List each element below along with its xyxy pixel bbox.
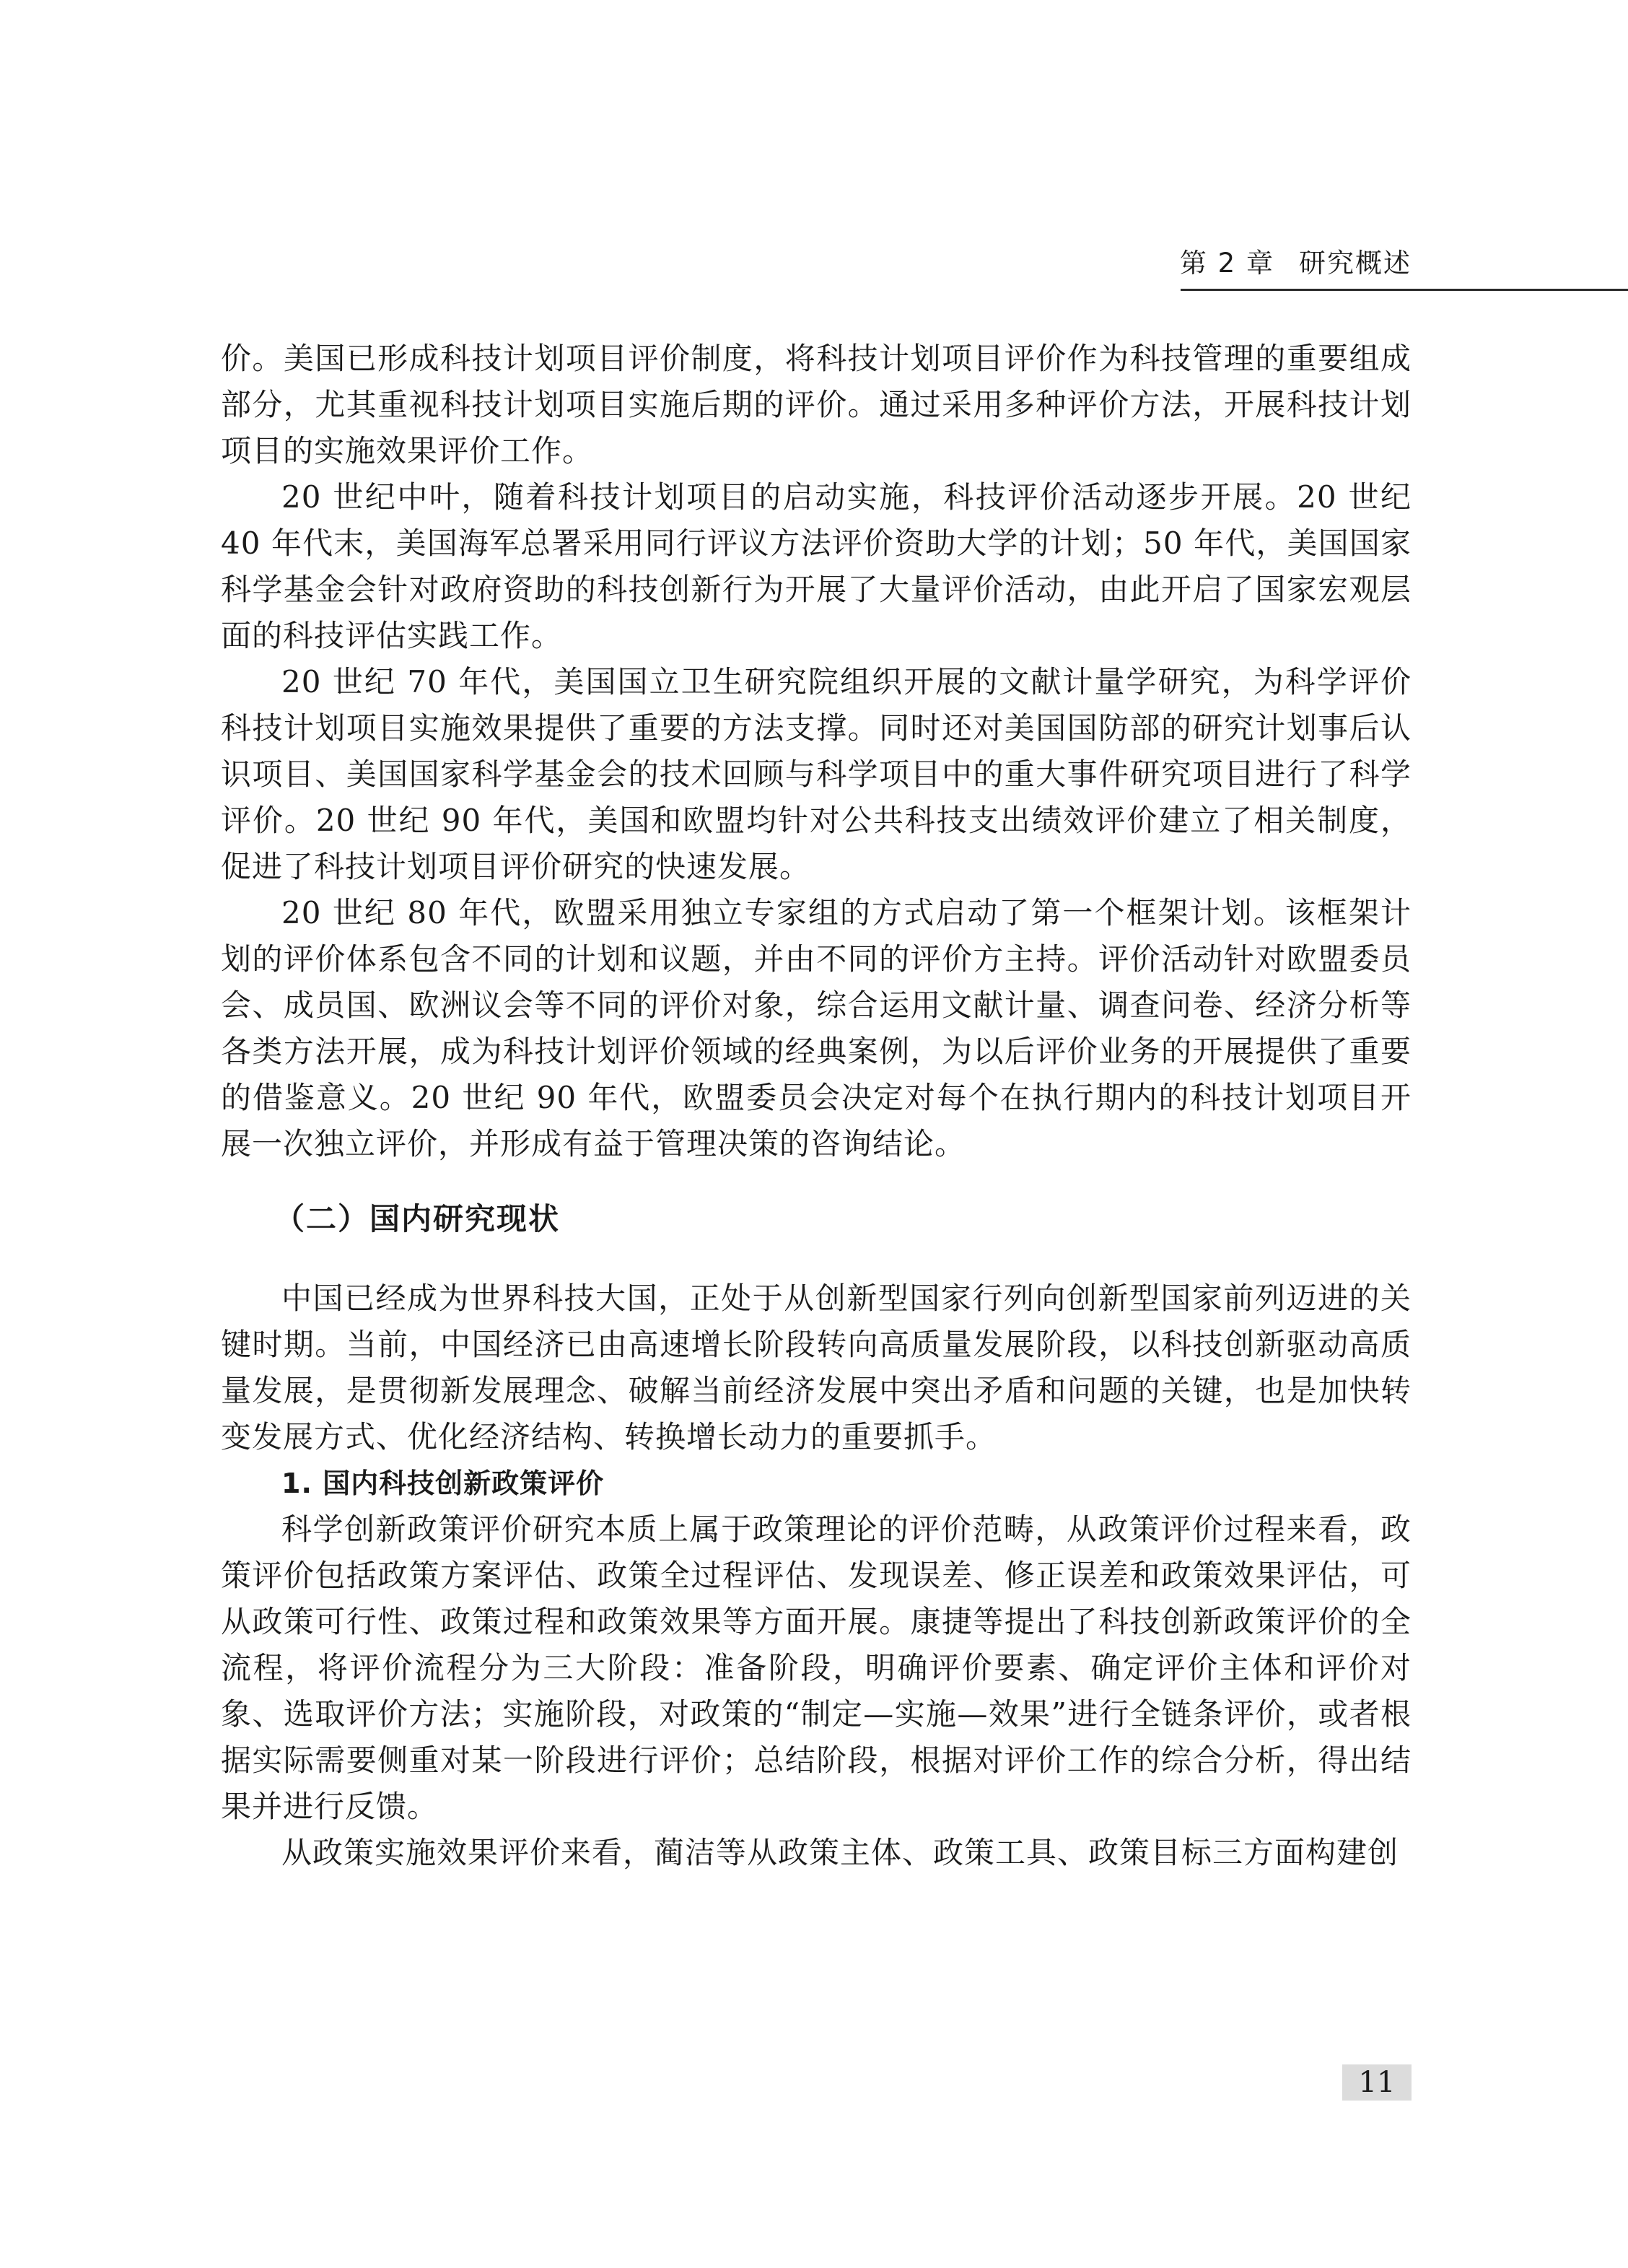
paragraph: 从政策实施效果评价来看，蔺洁等从政策主体、政策工具、政策目标三方面构建创 xyxy=(281,1835,1399,1870)
paragraph: 科学创新政策评价研究本质上属于政策理论的评价范畴，从政策评价过程来看，政策评价包括政策方案评估、政策全过程评估、发现误差、修正误差和政策效果评估，可从政策可行性、政策过程和政策效果等方面开展。康捷等提出了科技创新政策评价的全流程，将评价流程分为三大阶段：准备阶段，明确评价要素、确定评价主体和评价对象、选取评价方法；实施阶段，对政策的“制定—实施—效果”进行全链条评价，或者根据实际需要侧重对某一阶段进行评价；总结阶段，根据对评价工作的综合分析，得出结果并进行反馈。 xyxy=(221,1512,1412,1824)
running-header-text xyxy=(1180,241,1412,280)
paragraph: 中国已经成为世界科技大国，正处于从创新型国家行列向创新型国家前列迈进的关键时期。当前，中国经济已由高速增长阶段转向高质量发展阶段，以科技创新驱动高质量发展，是贯彻新发展理念、破解当前经济发展中突出矛盾和问题的关键，也是加快转变发展方式、优化经济结构、转换增长动力的重要抓手。 xyxy=(221,1281,1412,1454)
paragraph-continued: 价。美国已形成科技计划项目评价制度，将科技计划项目评价作为科技管理的重要组成部分，尤其重视科技计划项目实施后期的评价。通过采用多种评价方法，开展科技计划项目的实施效果评价工作。 xyxy=(221,341,1412,468)
body-text xyxy=(221,336,1412,1876)
subsection-heading: 1. 国内科技创新政策评价 xyxy=(281,1467,605,1499)
paragraph: 20 世纪 80 年代，欧盟采用独立专家组的方式启动了第一个框架计划。该框架计划的评价体系包含不同的计划和议题，并由不同的评价方主持。评价活动针对欧盟委员会、成员国、欧洲议会等不同的评价对象，综合运用文献计量、调查问卷、经济分析等各类方法开展，成为科技计划评价领域的经典案例，为以后评价业务的开展提供了重要的借鉴意义。20 世纪 90 年代，欧盟委员会决定对每个在执行期内的科技计划项目开展一次独立评价，并形成有益于管理决策的咨询结论。 xyxy=(221,895,1412,1161)
paragraph: 20 世纪中叶，随着科技计划项目的启动实施，科技评价活动逐步开展。20 世纪 40 年代末，美国海军总署采用同行评议方法评价资助大学的计划；50 年代，美国国家科学基金会针对政府资助的科技创新行为开展了大量评价活动，由此开启了国家宏观层面的科技评估实践工作。 xyxy=(221,479,1412,653)
chapter-title: 研究概述 xyxy=(1299,248,1412,279)
chapter-number: 第 2 章 xyxy=(1179,248,1274,279)
paragraph: 20 世纪 70 年代，美国国立卫生研究院组织开展的文献计量学研究，为科学评价科技计划项目实施效果提供了重要的方法支撑。同时还对美国国防部的研究计划事后认识项目、美国国家科学基金会的技术回顾与科学项目中的重大事件研究项目进行了科学评价。20 世纪 90 年代，美国和欧盟均针对公共科技支出绩效评价建立了相关制度，促进了科技计划项目评价研究的快速发展。 xyxy=(221,664,1412,884)
section-heading: （二）国内研究现状 xyxy=(274,1201,561,1237)
page-number: 11 xyxy=(1342,2064,1412,2101)
running-header xyxy=(1181,244,1628,291)
